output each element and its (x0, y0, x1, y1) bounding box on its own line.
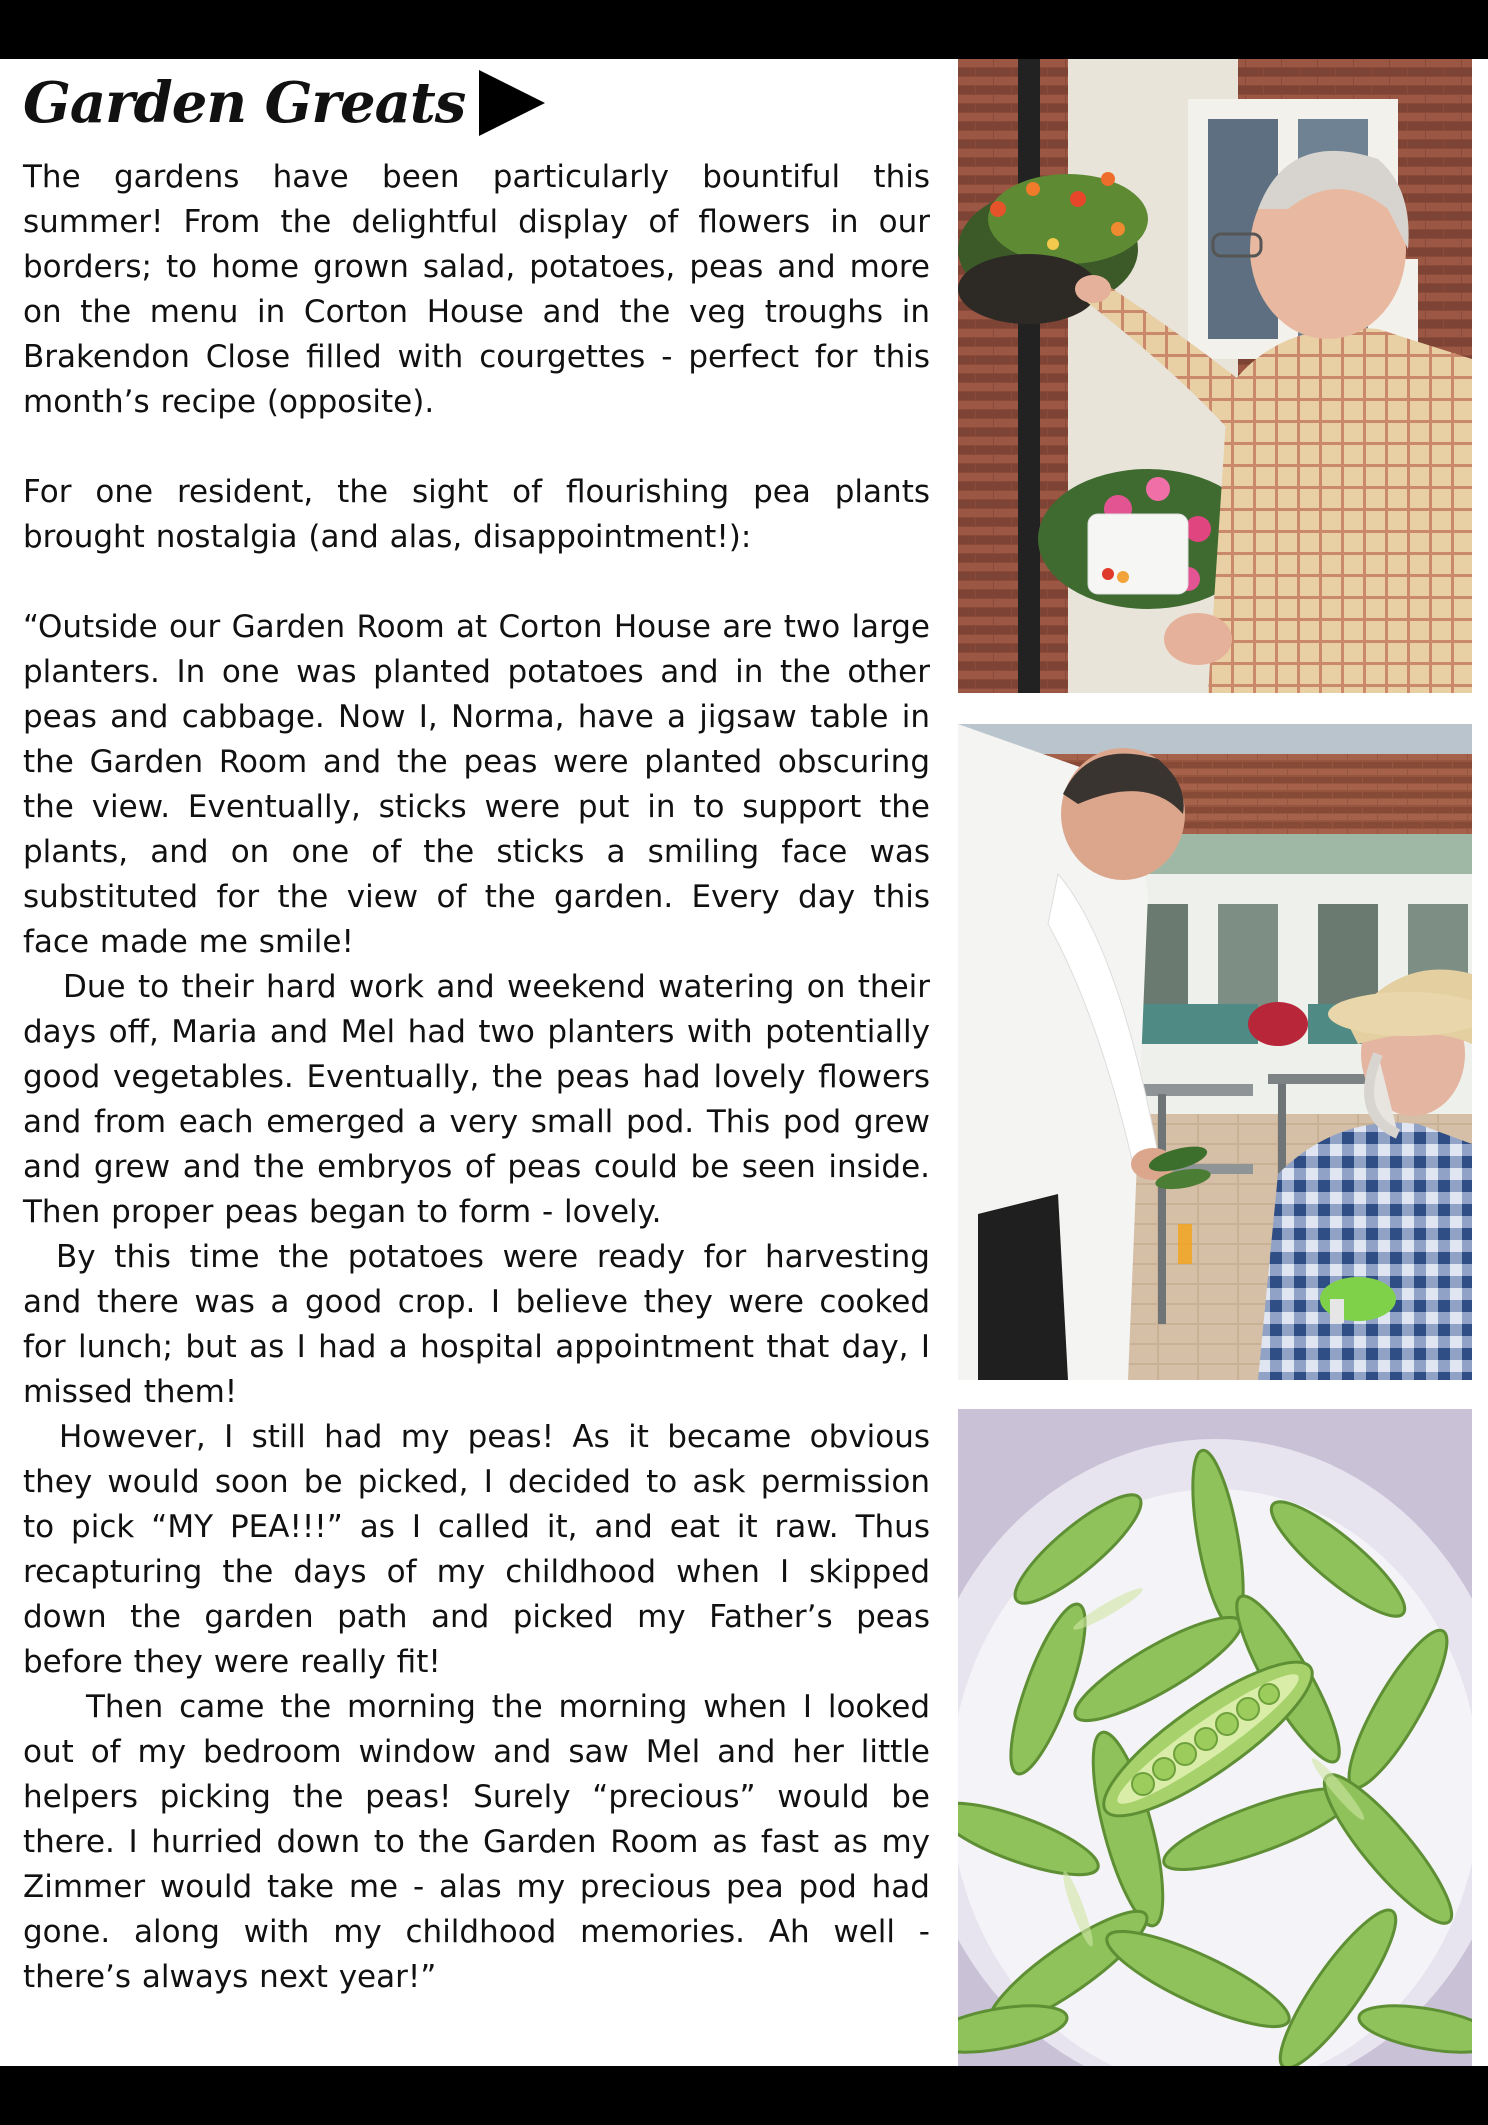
photo-hanging-basket (958, 59, 1472, 693)
paragraph-story-3: By this time the potatoes were ready for harvesting and there was a good crop. I believe they were cooked for lunch; but as I had a hospital appointment that day, I missed them! (23, 1239, 930, 1410)
paragraph-lead-in: For one resident, the sight of flourishing pea plants brought nostalgia (and alas, disappointment!): (23, 474, 930, 555)
paragraph-intro: The gardens have been particularly bountiful this summer! From the delightful display of flowers in our borders; to home grown salad, potatoes, peas and more on the menu in Corton House and the veg troughs in Brakendon Close filled with courgettes - perfect for this month’s recipe (opposite). (23, 159, 930, 420)
section-header (23, 66, 545, 140)
photo-pea-pods (958, 1409, 1472, 2066)
paragraph-story-2: Due to their hard work and weekend watering on their days off, Maria and Mel had two planters with potentially good vegetables. Eventually, the peas had lovely flowers and from each emerged a very small pod. This pod grew and grew and the embryos of peas could be seen inside. Then proper peas began to form - lovely. (23, 969, 930, 1230)
paragraph-story-5: Then came the morning the morning when I looked out of my bedroom window and saw Mel and her little helpers picking the peas! Surely “precious” would be there. I hurried down to the Garden Room as fast as my Zimmer would take me - alas my precious pea pod had gone. along with my childhood memories. Ah well - there’s always next year!” (23, 1689, 930, 1995)
paragraph-story-1: “Outside our Garden Room at Corton House are two large planters. In one was planted potatoes and in the other peas and cabbage. Now I, Norma, have a jigsaw table in the Garden Room and the peas were planted obscuring the view. Eventually, sticks were put in to support the plants, and on one of the sticks a smiling face was substituted for the view of the garden. Every day this face made me smile! (23, 609, 930, 960)
page-title: Garden Greats (23, 70, 466, 136)
play-triangle-icon (479, 70, 545, 136)
photo-courgette-handover (958, 724, 1472, 1380)
bottom-frame-bar (0, 2066, 1488, 2125)
article-body (23, 155, 930, 2000)
paragraph-story-4: However, I still had my peas! As it became obvious they would soon be picked, I decided to ask permission to pick “MY PEA!!!” as I called it, and eat it raw. Thus recapturing the days of my childhood when I skipped down the garden path and picked my Father’s peas before they were really fit! (23, 1419, 930, 1680)
top-frame-bar (0, 0, 1488, 59)
